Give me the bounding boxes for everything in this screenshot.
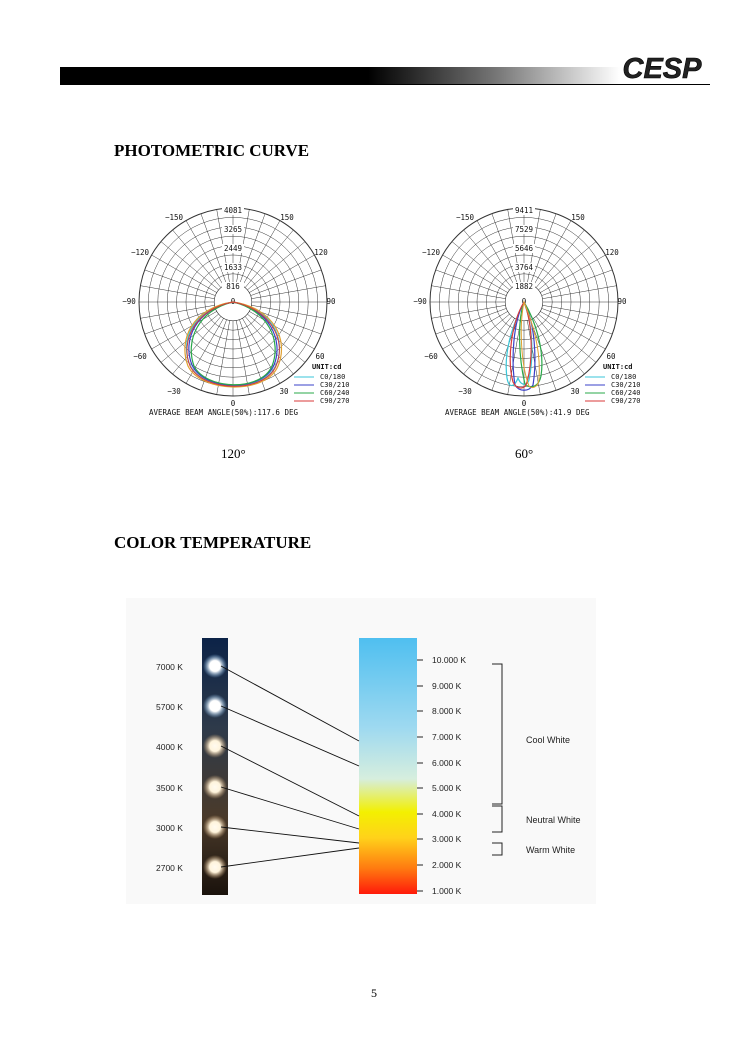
scale-label: 6.000 K: [432, 758, 462, 768]
polar-chart-120: [122, 200, 350, 425]
grid-spoke: [247, 242, 305, 290]
grid-spoke: [542, 270, 613, 296]
scale-label: 8.000 K: [432, 706, 462, 716]
grid-spoke: [443, 255, 508, 293]
grid-spoke: [542, 308, 613, 334]
beam-angle-label: AVERAGE BEAM ANGLE(50%):41.9 DEG: [445, 408, 590, 417]
legend-label: C90/270: [320, 397, 350, 405]
angle-label: −150: [455, 213, 475, 222]
ring-label: 2449: [223, 244, 243, 253]
grid-spoke: [186, 221, 224, 286]
scale-label: 4.000 K: [432, 809, 462, 819]
grid-spoke: [464, 316, 512, 374]
beam-angle-label: AVERAGE BEAM ANGLE(50%):117.6 DEG: [149, 408, 299, 417]
angle-label: 90: [326, 297, 336, 306]
grid-spoke: [543, 305, 617, 318]
color-temperature-title: COLOR TEMPERATURE: [114, 533, 312, 552]
ring-label: 1633: [223, 263, 243, 272]
angle-label: −150: [164, 213, 184, 222]
grid-spoke: [431, 286, 505, 299]
grid-spoke: [251, 270, 322, 296]
caption-120: 120°: [221, 446, 246, 461]
group-label: Neutral White: [526, 815, 581, 825]
grid-spoke: [145, 270, 216, 296]
led-7000: [203, 654, 227, 678]
led-label: 3500 K: [156, 783, 183, 793]
grid-spoke: [452, 314, 510, 362]
grid-spoke: [242, 221, 280, 286]
ring-label: 816: [226, 282, 240, 291]
angle-label: −60: [133, 352, 147, 361]
grid-spoke: [533, 221, 571, 286]
grid-spoke: [245, 230, 293, 288]
grid-spoke: [543, 286, 617, 299]
ring-label: 9411: [514, 206, 534, 215]
led-label: 3000 K: [156, 823, 183, 833]
page-number: 5: [371, 986, 377, 1000]
grid-spoke: [464, 230, 512, 288]
led-3500: [203, 775, 227, 799]
grid-spoke: [161, 242, 219, 290]
grid-spoke: [477, 221, 515, 286]
scale-label: 5.000 K: [432, 783, 462, 793]
scale-label: 1.000 K: [432, 886, 462, 896]
ring-label: 1882: [514, 282, 534, 291]
grid-spoke: [436, 270, 507, 296]
grid-spoke: [536, 316, 584, 374]
group-label: Warm White: [526, 845, 576, 855]
grid-spoke: [152, 255, 217, 293]
legend-label: C0/180: [320, 373, 346, 381]
led-4000: [203, 734, 227, 758]
grid-spoke: [452, 242, 510, 290]
photometric-title: PHOTOMETRIC CURVE: [114, 141, 310, 160]
legend-label: C90/270: [611, 397, 641, 405]
legend-label: C30/210: [611, 381, 641, 389]
group-label: Cool White: [526, 735, 571, 745]
grid-spoke: [249, 255, 314, 293]
header-bar: [60, 67, 620, 85]
grid-spoke: [140, 286, 214, 299]
scale-label: 9.000 K: [432, 681, 462, 691]
angle-label: 0: [521, 297, 527, 306]
grid-spoke: [536, 230, 584, 288]
polar-chart-60: [413, 200, 641, 425]
legend: [294, 363, 350, 405]
angle-label: 150: [571, 213, 585, 222]
color-temperature-figure: [126, 598, 596, 904]
angle-label: −30: [458, 387, 472, 396]
angle-label: 90: [617, 297, 627, 306]
grid-spoke: [249, 311, 314, 349]
angle-label: −120: [130, 248, 150, 257]
angle-label: 150: [280, 213, 294, 222]
legend-label: C60/240: [611, 389, 641, 397]
legend-label: C30/210: [320, 381, 350, 389]
angle-label: −30: [167, 387, 181, 396]
scale-label: 3.000 K: [432, 834, 462, 844]
unit-label: UNIT:cd: [312, 363, 342, 371]
grid-spoke: [252, 286, 326, 299]
scale-label: 7.000 K: [432, 732, 462, 742]
grid-spoke: [540, 255, 605, 293]
ring-label: 4081: [223, 206, 243, 215]
led-label: 7000 K: [156, 662, 183, 672]
ring-label: 5646: [514, 244, 534, 253]
grid-spoke: [152, 311, 217, 349]
angle-label: 0: [521, 399, 527, 408]
grid-spoke: [436, 308, 507, 334]
caption-60: 60°: [515, 446, 534, 461]
grid-spoke: [173, 230, 221, 288]
cesp-logo: [612, 52, 712, 86]
angle-label: 60: [606, 352, 616, 361]
angle-label: −120: [421, 248, 441, 257]
grid-spoke: [443, 311, 508, 349]
angle-label: 0: [230, 399, 236, 408]
scale-label: 10.000 K: [432, 655, 467, 665]
led-5700: [203, 694, 227, 718]
ring-label: 3265: [223, 225, 243, 234]
angle-label: 120: [314, 248, 328, 257]
grid-spoke: [538, 242, 596, 290]
led-label: 5700 K: [156, 702, 183, 712]
unit-label: UNIT:cd: [603, 363, 633, 371]
angle-label: 30: [279, 387, 289, 396]
led-label: 2700 K: [156, 863, 183, 873]
legend-label: C0/180: [611, 373, 637, 381]
angle-label: 0: [230, 297, 236, 306]
ring-label: 3764: [514, 263, 534, 272]
angle-label: −60: [424, 352, 438, 361]
angle-label: 120: [605, 248, 619, 257]
angle-label: 60: [315, 352, 325, 361]
grid-spoke: [538, 314, 596, 362]
grid-spoke: [431, 305, 505, 318]
logo-text: CESP: [622, 53, 702, 85]
angle-label: −90: [122, 297, 136, 306]
grid-spoke: [173, 316, 221, 374]
legend: [585, 363, 641, 405]
ring-label: 7529: [514, 225, 534, 234]
angle-label: −90: [413, 297, 427, 306]
led-label: 4000 K: [156, 742, 183, 752]
angle-label: 30: [570, 387, 580, 396]
scale-label: 2.000 K: [432, 860, 462, 870]
grid-spoke: [477, 318, 515, 383]
kelvin-scale: [359, 638, 417, 894]
grid-spoke: [540, 311, 605, 349]
legend-label: C60/240: [320, 389, 350, 397]
